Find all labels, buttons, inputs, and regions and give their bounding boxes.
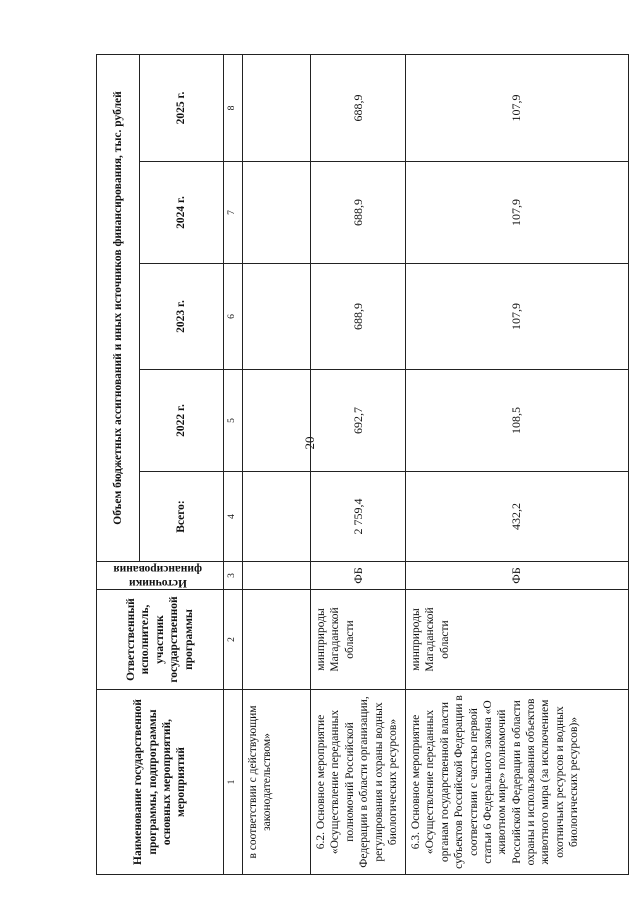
header-name: Наименование государственной программы, подпрограммы основных мероприятий, мероприятий <box>97 690 224 875</box>
header-total: Всего: <box>140 472 224 562</box>
col-number-5: 5 <box>224 370 243 472</box>
row-2023 <box>243 264 311 370</box>
table-row <box>311 54 406 874</box>
row-2022: 692,7 <box>311 370 406 472</box>
row-executor <box>243 590 311 690</box>
table-row <box>243 54 311 874</box>
header-source-cell <box>97 562 224 590</box>
row-executor: минприроды Магаданской области <box>311 590 406 690</box>
row-2024: 107,9 <box>406 162 629 264</box>
row-2023: 107,9 <box>406 264 629 370</box>
row-2022: 108,5 <box>406 370 629 472</box>
rotated-table-wrapper <box>96 55 581 875</box>
budget-table <box>96 54 629 875</box>
row-2025: 107,9 <box>406 54 629 161</box>
row-2022 <box>243 370 311 472</box>
row-source: ФБ <box>406 562 629 590</box>
row-2025: 688,9 <box>311 54 406 161</box>
row-name: 6.3. Основное мероприятие «Осуществление переданных органам государственной власти субъектов Российской Федерации в соответствии с частью первой статьи 6 Федерального закона «О животном мире» полномочий Российской Федерации в области охраны и использования объектов животного мира (за исключением охотничьих ресурсов и водных биологических ресурсов)» <box>406 690 629 875</box>
header-2025: 2025 г. <box>140 54 224 161</box>
col-number-8: 8 <box>224 54 243 161</box>
row-2024: 688,9 <box>311 162 406 264</box>
row-2023: 688,9 <box>311 264 406 370</box>
row-name: 6.2. Основное мероприятие «Осуществление переданных полномочий Российской Федерации в области организации, регулирования и охраны водных биологических ресурсов» <box>311 690 406 875</box>
row-2024 <box>243 162 311 264</box>
header-volume: Объем бюджетных ассигнований и иных источников финансирования, тыс. рублей <box>97 54 140 561</box>
header-2024: 2024 г. <box>140 162 224 264</box>
header-2022: 2022 г. <box>140 370 224 472</box>
col-number-2: 2 <box>224 590 243 690</box>
header-2023: 2023 г. <box>140 264 224 370</box>
row-total <box>243 472 311 562</box>
col-number-3: 3 <box>224 562 243 590</box>
col-number-4: 4 <box>224 472 243 562</box>
header-source: Источники финансирования <box>113 563 203 589</box>
row-source <box>243 562 311 590</box>
row-name: в соответствии с действующим законодательством» <box>243 690 311 875</box>
col-number-6: 6 <box>224 264 243 370</box>
header-executor: Ответственный исполнитель, участник государственной программы <box>97 590 224 690</box>
table-row <box>406 54 629 874</box>
row-total: 2 759,4 <box>311 472 406 562</box>
header-row-1 <box>97 54 140 874</box>
page-number: 20 <box>302 436 317 450</box>
column-number-row <box>224 54 243 874</box>
row-executor: минприроды Магаданской области <box>406 590 629 690</box>
col-number-7: 7 <box>224 162 243 264</box>
row-source: ФБ <box>311 562 406 590</box>
row-2025 <box>243 54 311 161</box>
row-total: 432,2 <box>406 472 629 562</box>
col-number-1: 1 <box>224 690 243 875</box>
